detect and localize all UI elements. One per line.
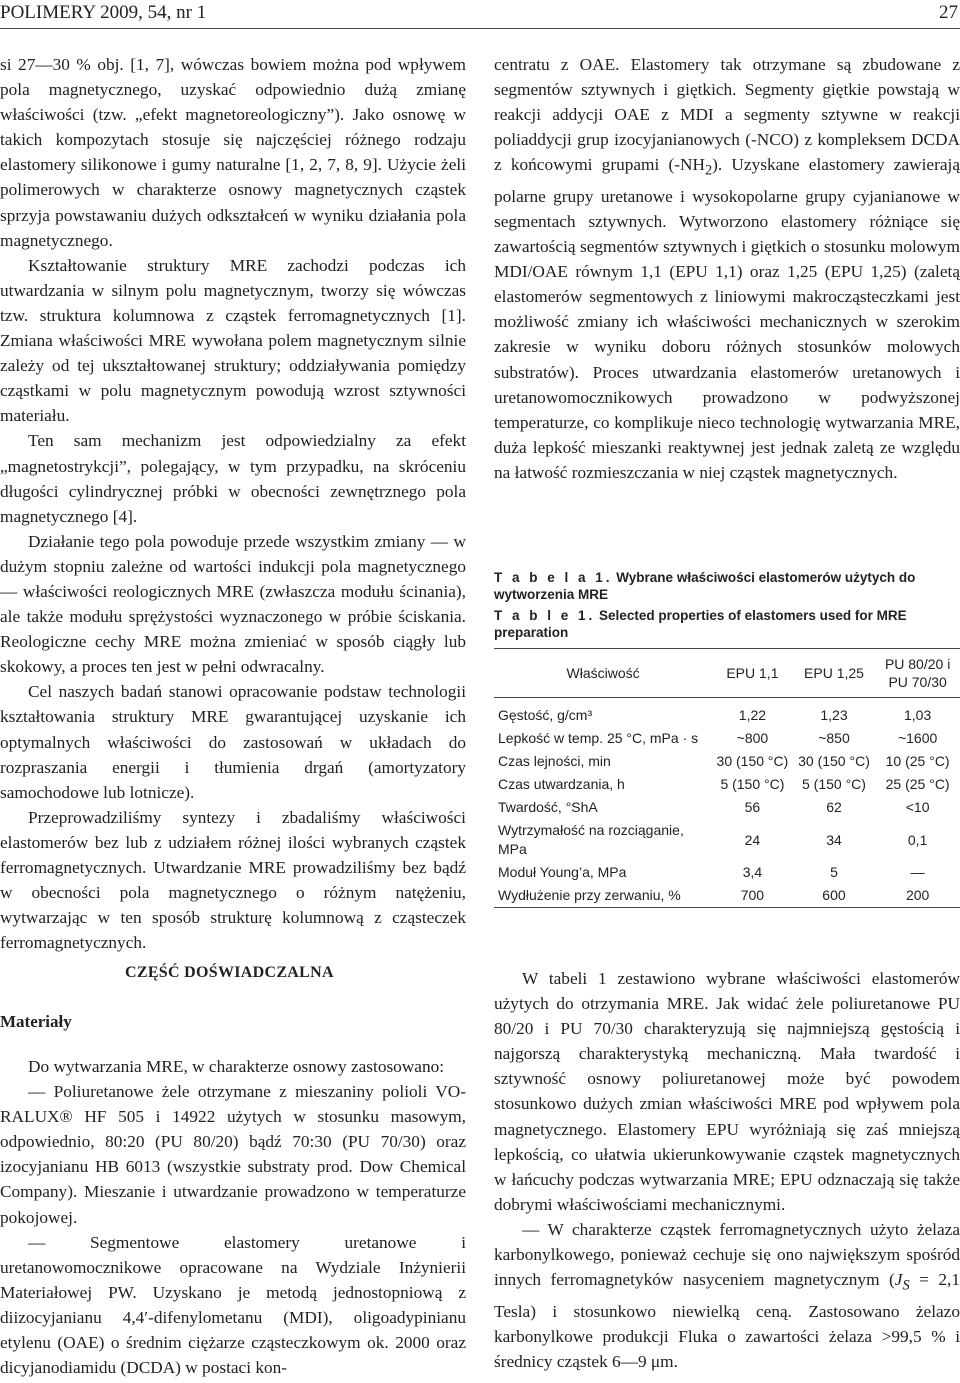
paragraph: si 27—30 % obj. [1, 7], wówczas bowiem można pod wpływem pola magnetycznego, uzyskać odpowiednio dużą zmianę właściwości (tzw. „efekt magnetoreologiczny”). Jako osnowę w takich kompozytach stosuje się najczęściej różnego rodzaju elastomery silikonowe i gumy naturalne [1, 2, 7, 8, 9]. Użycie żeli polimerowych w charakterze osnowy magnetycznych cząstek sprzyja powstawaniu dużych odkształceń w wyniku działania pola magnetycznego. <box>0 55 466 250</box>
text-run: ). Uzyskane elastomery zawierają polarne grupy uretanowe i wysokopolarne grupy cyjanianowe w segmentach sztywnych. Wytworzono elastomery różniące się zawartością segmentów sztywnych i giętkich o stosunku molowym MDI/OAE równym 1,1 (EPU 1,1) oraz 1,25 (EPU 1,25) (zaletą elastomerów segmentowych z liniowymi makrocząsteczkami jest możliwość zmiany ich właściwości mechanicznych w szerokim zakresie w wyniku doboru różnych stosunków molowych substratów). Proces utwardzania elastomerów uretanowych i uretanowomocznikowych prowadzono w podwyższonej temperaturze, co komplikuje nieco technologię wytwarzania MRE, duża lepkość mieszanki reaktywnej jest jednak zaletą ze względu na łatwość rozmieszczania w niej cząstek magnetycznych. <box>494 155 960 482</box>
subscript-text: S <box>902 1277 910 1294</box>
symbol-js: J <box>894 1270 903 1290</box>
value-cell: 1,03 <box>904 707 932 723</box>
paragraph: Cel naszych badań stanowi opracowanie podstaw technologii kształtowania struktury MRE gwarantującej uzyskanie ich optymalnych właściwości do zastosowań w układach do rozpraszania energii i tłumienia drgań (amortyzatory samochodowe lub lotnicze). <box>0 682 466 802</box>
table-row <box>494 698 960 728</box>
table-row <box>494 796 960 819</box>
left-column-top <box>0 52 466 955</box>
table-row <box>494 884 960 908</box>
property-cell: Gęstość, g/cm³ <box>498 707 593 723</box>
paragraph: Do wytwarzania MRE, w charakterze osnowy zastosowano: <box>28 1057 445 1076</box>
paragraph: Działanie tego pola powoduje przede wszystkim zmiany — w dużym stopniu zależne od wartości indukcji pola magnetycznego — właściwości reologicznych MRE (zwłaszcza modułu ścinania), ale także modułu sprężystości wyznaczonego w próbie ściskania. Reologiczne cechy MRE można zmieniać w sposób ciągły lub skokowy, a proces ten jest w pełni odwracalny. <box>0 531 466 677</box>
caption-text: Wybrane właściwości elastomerów użytych do wytworzenia MRE <box>494 570 916 602</box>
value-cell: 0,1 <box>907 831 928 848</box>
paragraph: Ten sam mechanizm jest odpowiedzialny za efekt „magnetostrykcji”, polegający, w tym przypadku, na skróceniu długości cylindrycznej próbki w obecności zewnętrznego pola magnetycznego [4]. <box>0 431 466 526</box>
journal-title: POLIMERY 2009, 54, nr 1 <box>0 2 207 23</box>
value-cell: 5 (150 °C) <box>802 776 866 792</box>
table-row <box>494 750 960 773</box>
value-cell: 700 <box>740 887 765 903</box>
value-cell: 10 (25 °C) <box>885 753 950 769</box>
text-run: = 2,1 Tesla) i stosunkowo niewielką ceną. Zastosowano żelazo karbonylkowe produkcji Fluka o zawartości żelaza >99,5 % i średnicy cząstek 6—9 μm. <box>494 1270 960 1371</box>
subscript: 2 <box>704 162 713 179</box>
property-cell: Twardość, °ShA <box>498 799 598 815</box>
caption-label: T a b l e 1. <box>494 608 596 623</box>
value-cell: 1,22 <box>738 707 767 723</box>
column-header: PU 80/20 i PU 70/30 <box>884 656 951 690</box>
section-title: CZĘŚĆ DOŚWIADCZALNA <box>125 964 334 981</box>
value-cell: 3,4 <box>742 864 763 880</box>
value-cell: 30 (150 °C) <box>798 753 870 769</box>
value-cell: 200 <box>905 887 930 903</box>
paragraph: — Segmentowe elastomery uretanowe i uretanowomocznikowe opracowane na Wydziale Inżynierii Materiałowej PW. Uzyskano je metodą jednostopniową z diizocyjanianu 4,4′-difenylometanu (MDI), oligoadypinianu etylenu (OAE) o średnim ciężarze cząsteczkowym ok. 2000 oraz dicyjanodiamidu (DCDA) w postaci kon- <box>0 1232 466 1378</box>
value-cell: ~850 <box>818 730 850 746</box>
value-cell: 34 <box>826 831 842 848</box>
property-cell: Czas utwardzania, h <box>498 776 625 792</box>
paragraph: — Poliuretanowe żele otrzymane z mieszaniny polioli VO-RALUX® HF 505 i 14922 użytych w stosunku masowym, odpowiednio, 80:20 (PU 80/20) bądź 70:30 (PU 70/30) oraz izocyjanianu HB 6013 (wszystkie substraty prod. Dow Chemical Company). Mieszanie i utwardzanie prowadzono w temperaturze pokojowej. <box>0 1082 466 1227</box>
property-cell: Lepkość w temp. 25 °C, mPa · s <box>498 730 699 746</box>
text-run: — W charakterze cząstek ferromagnetycznych użyto żelaza karbonylkowego, ponieważ cechuje się ono największym spośród innych ferromagnetyków nasyceniem magnetycznym ( <box>494 1219 960 1290</box>
page-header <box>0 0 960 29</box>
column-header: EPU 1,1 <box>726 665 779 681</box>
value-cell: — <box>910 864 925 880</box>
value-cell: 30 (150 °C) <box>716 753 789 769</box>
text-run: centratu z OAE. Elastomery tak otrzymane są zbudowane z segmentów sztywnych i giętkich. Segmenty giętkie powstają w reakcji addycji OAE z MDI a segmenty sztywne w reakcji poliaddycji grup izocyjanianowych (-NCO) z kompleksem DCDA z końcowymi grupami (-NH <box>494 55 960 175</box>
table-caption-pl <box>494 569 960 603</box>
paragraph <box>494 1217 960 1374</box>
paragraph <box>494 52 960 485</box>
value-cell: 62 <box>826 799 842 815</box>
table-row <box>494 773 960 796</box>
property-cell: Wydłużenie przy zerwaniu, % <box>498 887 681 903</box>
properties-table <box>494 648 960 908</box>
table-row <box>494 727 960 750</box>
value-cell: 56 <box>744 799 761 815</box>
left-column-bottom <box>0 1054 466 1380</box>
property-cell: Moduł Young’a, MPa <box>498 864 627 880</box>
page-number: 27 <box>939 2 958 23</box>
column-header: Właściwość <box>566 665 640 681</box>
caption-label: T a b e l a 1. <box>494 570 613 585</box>
right-column-top <box>494 52 960 485</box>
subscript <box>902 1278 909 1294</box>
value-cell: 5 (150 °C) <box>720 776 785 792</box>
paragraph: Przeprowadziliśmy syntezy i zbadaliśmy właściwości elastomerów bez lub z udziałem różnej ilości wybranych cząstek ferromagnetycznych. Utwardzanie MRE prowadziliśmy bez bądź w obecności pola magnetycznego o różnym natężeniu, wytwarzając w ten sposób strukturę kolumnową z cząsteczek ferromagnetycznych. <box>0 807 466 953</box>
property-cell: Czas lejności, min <box>498 753 611 769</box>
table-row <box>494 819 960 861</box>
value-cell: 600 <box>822 887 846 903</box>
caption-text: Selected properties of elastomers used for MRE preparation <box>494 608 907 640</box>
table-row <box>494 861 960 884</box>
right-column-bottom <box>494 966 960 1374</box>
value-cell: 5 <box>830 864 838 880</box>
value-cell: 24 <box>744 831 761 848</box>
paragraph: W tabeli 1 zestawiono wybrane właściwości elastomerów użytych do otrzymania MRE. Jak widać żele poliuretanowe PU 80/20 i PU 70/30 charakteryzują się najmniejszą gęstością i najgorszą charakterystyką mechaniczną. Mała twardość i sztywność osnowy poliuretanowej może być powodem stosunkowo dużych zmian właściwości MRE pod wpływem pola magnetycznego. Elastomery EPU wyróżniają się zaś mniejszą lepkością, co ułatwia ukierunkowywanie cząstek magnetycznych w łańcuchy podczas wytwarzania MRE; EPU odznaczają się także dobrymi właściwościami mechanicznymi. <box>494 969 960 1214</box>
table-caption-en <box>494 607 960 641</box>
subsection-title: Materiały <box>0 1012 72 1031</box>
value-cell: ~800 <box>736 730 769 746</box>
table-header-row <box>494 649 960 698</box>
value-cell: 1,23 <box>820 707 848 723</box>
property-cell: Wytrzymałość na rozciąganie, MPa <box>498 822 684 857</box>
paragraph: Kształtowanie struktury MRE zachodzi podczas ich utwardzania w silnym polu magnetycznym, tworzy się wówczas tzw. struktura kolumnowa z cząstek ferromagnetycznych [1]. Zmiana właściwości MRE wywołana polem magnetycznym silnie zależy od tej ukształtowanej struktury; oddziaływania pomiędzy cząstkami w polu magnetycznym powodują wzrost sztywności materiału. <box>0 255 466 426</box>
table-body <box>494 698 960 908</box>
value-cell: 25 (25 °C) <box>885 776 950 792</box>
value-cell: ~1600 <box>897 730 938 746</box>
value-cell: <10 <box>905 799 930 815</box>
column-header: EPU 1,25 <box>804 665 864 681</box>
